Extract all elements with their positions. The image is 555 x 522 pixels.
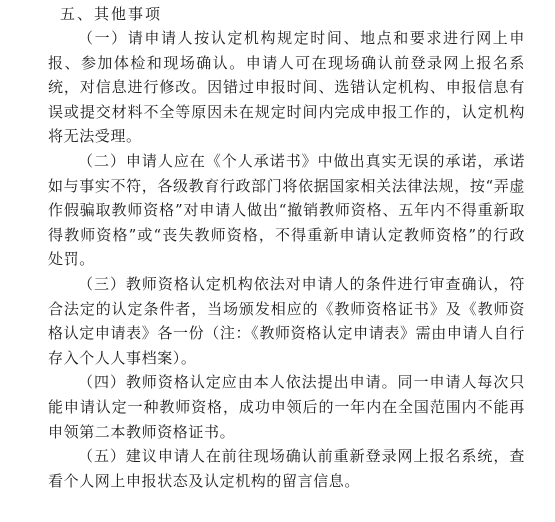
paragraph-1: （一）请申请人按认定机构规定时间、地点和要求进行网上申报、参加体检和现场确认。申请人可在现场确认前登录网上报名系统，对信息进行修改。因错过申报时间、选错认定机构、申报信息有误或提交材料不全等原因未在规定时间内完成申报工作的，认定机构将无法受理。 bbox=[48, 29, 525, 146]
paragraph-2: （二）申请人应在《个人承诺书》中做出真实无误的承诺，承诺如与事实不符，各级教育行政部门将依据国家相关法律法规，按“弄虚作假骗取教师资格”对申请人做出“撤销教师资格、五年内不得重新取得教师资格”或“丧失教师资格，不得重新申请认定教师资格”的行政处罚。 bbox=[48, 151, 525, 269]
paragraph-3: （三）教师资格认定机构依法对申请人的条件进行审查确认，符合法定的认定条件者，当场颁发相应的《教师资格证书》及《教师资格认定申请表》各一份（注：《教师资格认定申请表》需由申请人自行存入个人人事档案）。 bbox=[48, 274, 525, 367]
paragraph-5: （五）建议申请人在前往现场确认前重新登录网上报名系统，查看个人网上申报状态及认定机构的留言信息。 bbox=[48, 447, 525, 490]
section-title: 五、其他事项 bbox=[60, 5, 163, 23]
paragraph-4: （四）教师资格认定应由本人依法提出申请。同一申请人每次只能申请认定一种教师资格，成功申领后的一年内在全国范围内不能再申领第二本教师资格证书。 bbox=[48, 373, 525, 441]
